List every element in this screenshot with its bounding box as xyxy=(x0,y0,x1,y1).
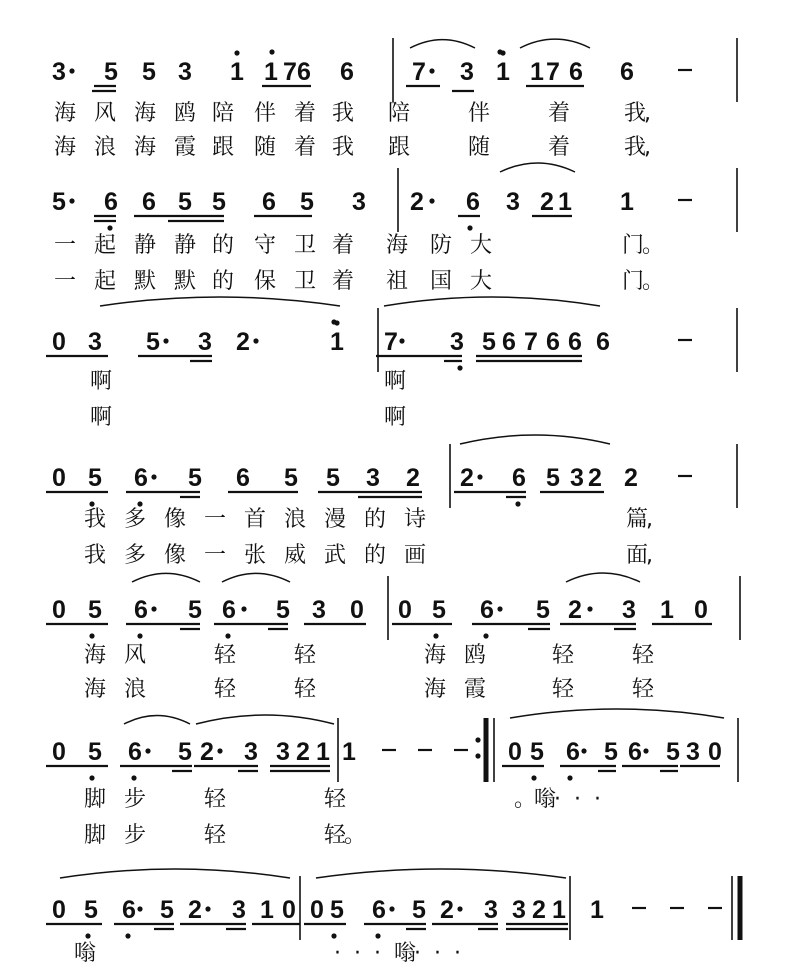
octave-dot-low xyxy=(433,633,438,638)
note: 1 xyxy=(230,58,244,86)
note: 0 xyxy=(52,596,66,624)
octave-dot-high xyxy=(234,50,239,55)
note: 3 xyxy=(450,328,464,356)
octave-dot-low xyxy=(125,933,130,938)
note: 3 xyxy=(198,328,212,356)
note: 3 xyxy=(686,738,700,766)
augmentation-dot xyxy=(457,906,462,911)
note: 1 xyxy=(620,188,634,216)
note: 5 xyxy=(326,464,340,492)
note: 6 xyxy=(297,58,311,86)
octave-dot-low xyxy=(531,775,536,780)
note: 2 xyxy=(540,188,554,216)
note: 6 xyxy=(340,58,354,86)
note: 2 xyxy=(200,738,214,766)
note: 6 xyxy=(122,896,136,924)
octave-dot-high xyxy=(497,49,502,54)
slur xyxy=(384,297,600,306)
note: 6 xyxy=(568,328,582,356)
augmentation-dot xyxy=(643,748,648,753)
augmentation-dot xyxy=(137,906,142,911)
note: 2 xyxy=(406,464,420,492)
note: 0 xyxy=(694,596,708,624)
note: 7 xyxy=(283,58,297,86)
note: 0 xyxy=(52,738,66,766)
note: 5 xyxy=(212,188,226,216)
augmentation-dot xyxy=(497,606,502,611)
note: 2 xyxy=(460,464,474,492)
note: 0 xyxy=(52,464,66,492)
note: 3 xyxy=(244,738,258,766)
lyric-line: 海 浪 海 霞 跟 随 着 我 跟 随 着 我, xyxy=(54,135,651,160)
note: 7 xyxy=(412,58,426,86)
octave-dot-low xyxy=(137,633,142,638)
note: 6 xyxy=(142,188,156,216)
augmentation-dot xyxy=(151,474,156,479)
lyric-line: 海 浪 轻 轻 海 霞 轻 轻 xyxy=(84,677,655,702)
note: 3 xyxy=(232,896,246,924)
octave-dot-low xyxy=(89,501,94,506)
octave-dot-low xyxy=(131,775,136,780)
note: 6 xyxy=(566,738,580,766)
lyric-line: 一 起 静 静 的 守 卫 着 海 防 大 门。 xyxy=(54,233,665,258)
octave-dot-high xyxy=(331,319,336,324)
augmentation-dot xyxy=(429,68,434,73)
note: 2 xyxy=(296,738,310,766)
octave-dot-low xyxy=(331,933,336,938)
note: 0 xyxy=(52,896,66,924)
augmentation-dot xyxy=(145,748,150,753)
repeat-dot xyxy=(475,753,480,758)
note: 3 xyxy=(484,896,498,924)
slur xyxy=(60,869,290,878)
note: 6 xyxy=(262,188,276,216)
note: 1 xyxy=(496,58,510,86)
augmentation-dot xyxy=(205,906,210,911)
augmentation-dot xyxy=(429,198,434,203)
note: 6 xyxy=(372,896,386,924)
octave-dot-low xyxy=(375,933,380,938)
augmentation-dot xyxy=(241,606,246,611)
augmentation-dot xyxy=(477,474,482,479)
slur xyxy=(222,573,290,582)
octave-dot-low xyxy=(107,225,112,230)
slur xyxy=(460,435,610,444)
note: 5 xyxy=(546,464,560,492)
octave-dot-low xyxy=(89,633,94,638)
octave-dot-low xyxy=(515,501,520,506)
note: 7 xyxy=(384,328,398,356)
note: 3 xyxy=(512,896,526,924)
note: 1 xyxy=(590,896,604,924)
note: 6 xyxy=(569,58,583,86)
lyric-line: 我 多 像 一 张 威 武 的 画 面, xyxy=(84,543,653,568)
repeat-dot xyxy=(475,737,480,742)
note: 7 xyxy=(524,328,538,356)
note: 1 xyxy=(264,58,278,86)
slur xyxy=(520,39,590,48)
note: 5 xyxy=(52,188,66,216)
note: 3 xyxy=(622,596,636,624)
note: 1 xyxy=(558,188,572,216)
augmentation-dot xyxy=(399,338,404,343)
augmentation-dot xyxy=(69,68,74,73)
lyric-line: 海 风 海 鸥 陪 伴 着 我 陪 伴 着 我, xyxy=(54,101,651,126)
octave-dot-high xyxy=(269,49,274,54)
lyric-line: 我 多 像 一 首 浪 漫 的 诗 篇, xyxy=(84,507,653,532)
note: 2 xyxy=(588,464,602,492)
note: 5 xyxy=(412,896,426,924)
slur xyxy=(566,573,640,582)
note: 0 xyxy=(708,738,722,766)
note: 6 xyxy=(134,464,148,492)
augmentation-dot xyxy=(389,906,394,911)
augmentation-dot xyxy=(253,338,258,343)
note: 5 xyxy=(666,738,680,766)
note: 2 xyxy=(440,896,454,924)
note: 5 xyxy=(88,464,102,492)
note: 1 xyxy=(530,58,544,86)
note: 1 xyxy=(316,738,330,766)
note: 6 xyxy=(236,464,250,492)
note: 5 xyxy=(432,596,446,624)
note: 0 xyxy=(508,738,522,766)
augmentation-dot xyxy=(151,606,156,611)
note: 6 xyxy=(502,328,516,356)
octave-dot-low xyxy=(467,225,472,230)
note: 3 xyxy=(88,328,102,356)
slur xyxy=(410,40,475,48)
note: 3 xyxy=(366,464,380,492)
note: 3 xyxy=(52,58,66,86)
slur xyxy=(500,163,575,172)
lyric-line: 一 起 默 默 的 保 卫 着 祖 国 大 门。 xyxy=(54,269,665,294)
note: 5 xyxy=(300,188,314,216)
lyric-line: 脚 步 轻 轻 。嗡· · · xyxy=(84,787,601,812)
note: 2 xyxy=(568,596,582,624)
note: 2 xyxy=(236,328,250,356)
note: 6 xyxy=(596,328,610,356)
note: 0 xyxy=(282,896,296,924)
note: 5 xyxy=(482,328,496,356)
note: 5 xyxy=(88,738,102,766)
note: 1 xyxy=(660,596,674,624)
lyric-line: 脚 步 轻 轻。 xyxy=(84,823,367,848)
note: 5 xyxy=(530,738,544,766)
note: 6 xyxy=(128,738,142,766)
slur xyxy=(100,297,340,306)
octave-dot-low xyxy=(483,633,488,638)
note: 5 xyxy=(188,464,202,492)
note: 5 xyxy=(104,58,118,86)
note: 2 xyxy=(410,188,424,216)
note: 2 xyxy=(188,896,202,924)
lyric-line: 啊 啊 xyxy=(90,369,407,394)
note: 5 xyxy=(84,896,98,924)
note: 5 xyxy=(536,596,550,624)
note: 0 xyxy=(310,896,324,924)
note: 6 xyxy=(104,188,118,216)
note: 6 xyxy=(466,188,480,216)
note: 5 xyxy=(160,896,174,924)
augmentation-dot xyxy=(163,338,168,343)
slur xyxy=(196,715,334,724)
note: 0 xyxy=(52,328,66,356)
augmentation-dot xyxy=(69,198,74,203)
note: 5 xyxy=(142,58,156,86)
octave-dot-low xyxy=(89,775,94,780)
octave-dot-low xyxy=(567,775,572,780)
augmentation-dot xyxy=(217,748,222,753)
octave-dot-low xyxy=(137,501,142,506)
note: 3 xyxy=(352,188,366,216)
note: 0 xyxy=(398,596,412,624)
note: 1 xyxy=(552,896,566,924)
note: 3 xyxy=(312,596,326,624)
note: 5 xyxy=(146,328,160,356)
note: 3 xyxy=(570,464,584,492)
octave-dot-low xyxy=(457,365,462,370)
slur xyxy=(510,709,724,718)
note: 5 xyxy=(178,738,192,766)
note: 3 xyxy=(276,738,290,766)
note: 5 xyxy=(604,738,618,766)
slur xyxy=(316,869,566,878)
note: 5 xyxy=(88,596,102,624)
note: 2 xyxy=(624,464,638,492)
note: 6 xyxy=(512,464,526,492)
note: 3 xyxy=(506,188,520,216)
octave-dot-low xyxy=(225,633,230,638)
lyric-line: 嗡 · · · 嗡· · · xyxy=(74,941,461,966)
augmentation-dot xyxy=(587,606,592,611)
note: 5 xyxy=(284,464,298,492)
lyric-line: 啊 啊 xyxy=(90,405,407,430)
note: 6 xyxy=(222,596,236,624)
note: 3 xyxy=(178,58,192,86)
note: 1 xyxy=(260,896,274,924)
note: 3 xyxy=(460,58,474,86)
note: 5 xyxy=(330,896,344,924)
note: 6 xyxy=(628,738,642,766)
augmentation-dot xyxy=(581,748,586,753)
note: 6 xyxy=(134,596,148,624)
note: 5 xyxy=(188,596,202,624)
note: 5 xyxy=(178,188,192,216)
octave-dot-low xyxy=(85,933,90,938)
lyric-line: 海 风 轻 轻 海 鸥 轻 轻 xyxy=(84,643,655,668)
note: 2 xyxy=(532,896,546,924)
note: 6 xyxy=(480,596,494,624)
note: 5 xyxy=(276,596,290,624)
note: 0 xyxy=(350,596,364,624)
note: 7 xyxy=(546,58,560,86)
slur xyxy=(132,573,200,582)
note: 1 xyxy=(330,328,344,356)
note: 6 xyxy=(620,58,634,86)
note: 1 xyxy=(342,738,356,766)
note: 6 xyxy=(546,328,560,356)
slur xyxy=(124,716,190,725)
